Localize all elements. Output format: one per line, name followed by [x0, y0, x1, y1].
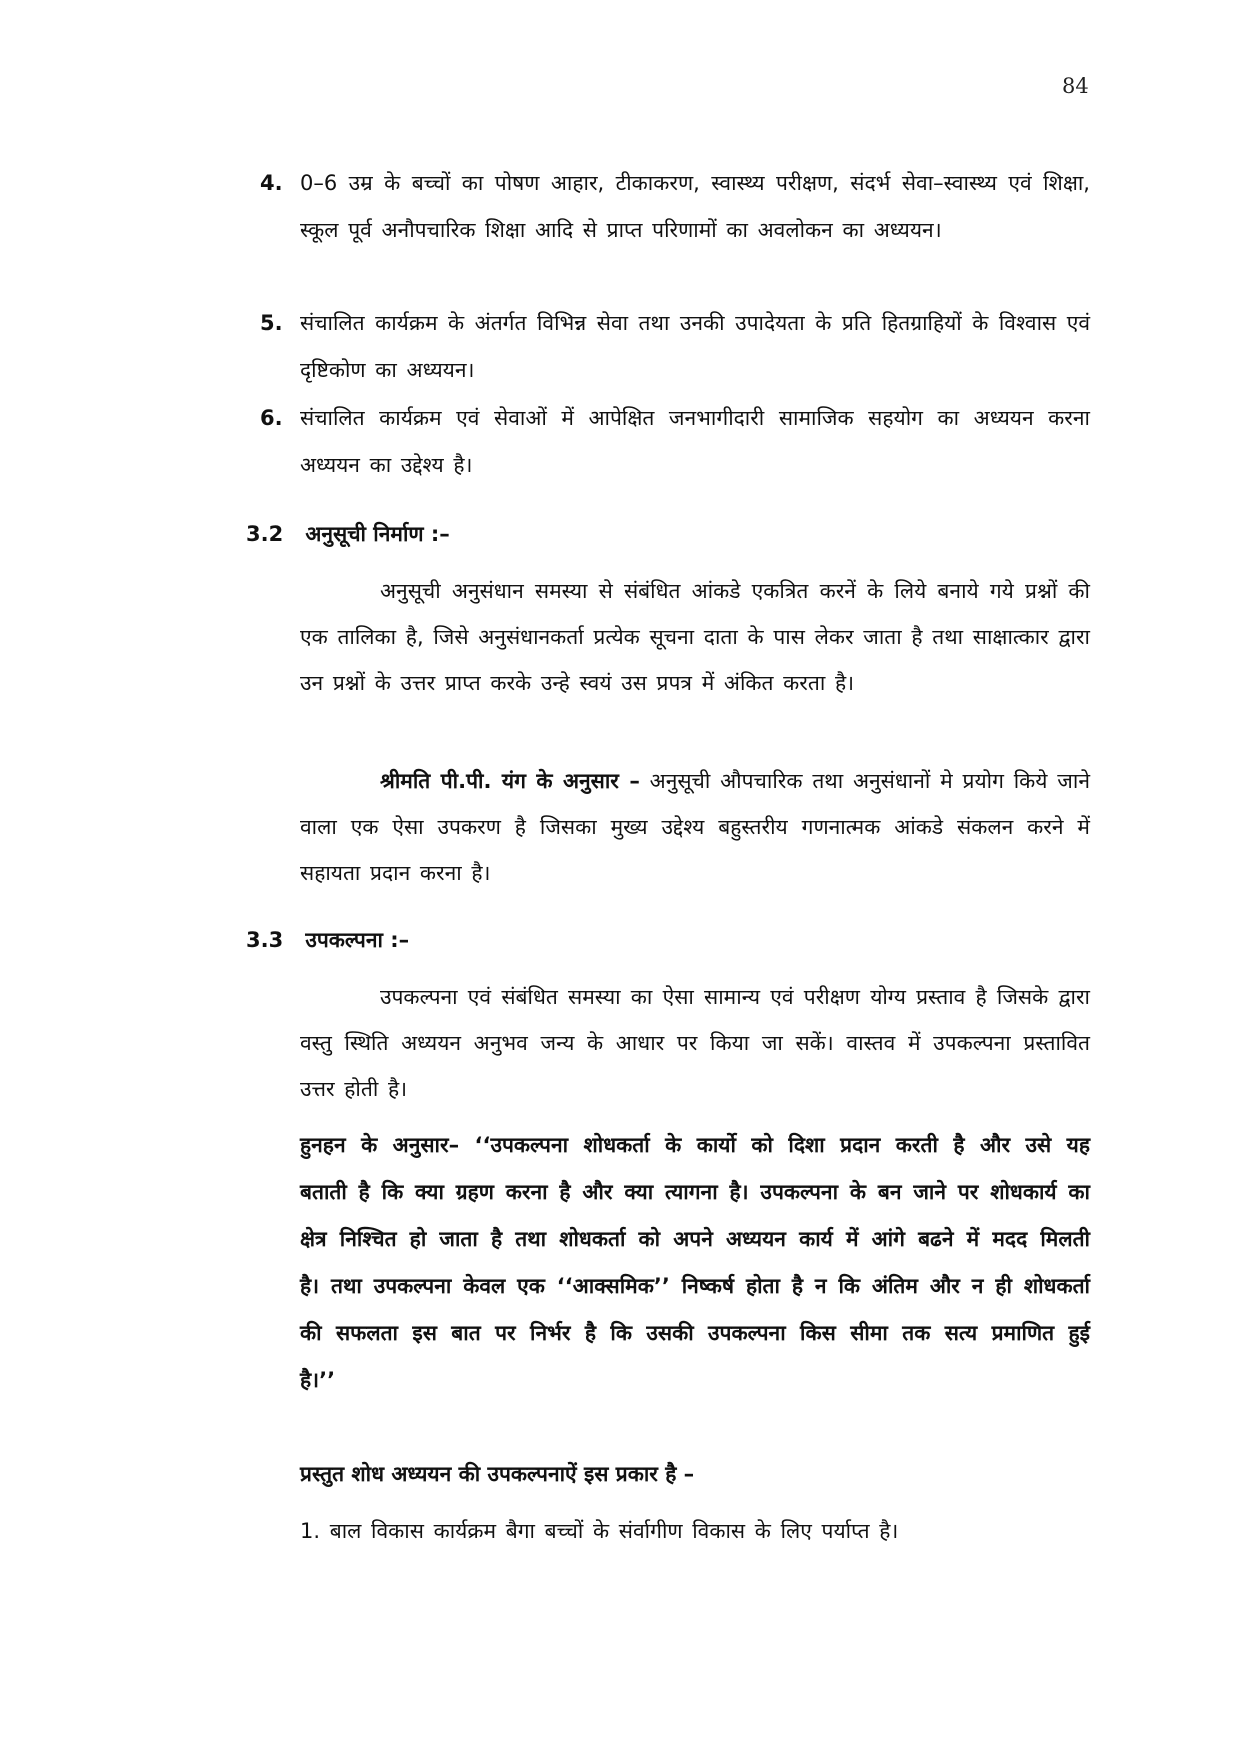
- item-text: संचालित कार्यक्रम एवं सेवाओं में आपेक्षित जनभागीदारी सामाजिक सहयोग का अध्ययन करना अध्ययन का उद्देश्य है।: [300, 406, 1090, 477]
- item-text: 0–6 उम्र के बच्चों का पोषण आहार, टीकाकरण, स्वास्थ्य परीक्षण, संदर्भ सेवा–स्वास्थ्य एवं शिक्षा, स्कूल पूर्व अनौपचारिक शिक्षा आदि से प्राप्त परिणामों का अवलोकन का अध्ययन।: [300, 171, 1090, 242]
- item-number: 5.: [260, 311, 283, 335]
- hypotheses-heading: प्रस्तुत शोध अध्ययन की उपकल्पनाऐं इस प्रकार है –: [300, 1462, 695, 1486]
- objective-item-6: [260, 395, 1090, 489]
- hunhan-quote-paragraph: हुनहन के अनुसार– ‘‘उपकल्पना शोधकर्ता के कार्यो को दिशा प्रदान करती है और उसे यह बताती है कि क्या ग्रहण करना है और क्या त्यागना है। उपकल्पना के बन जाने पर शोधकार्य का क्षेत्र निश्चित हो जाता है तथा शोधकर्ता को अपने अध्ययन कार्य में आंगे बढने में मदद मिलती है। तथा उपकल्पना केवल एक ‘‘आक्समिक’’ निष्कर्ष होता है न कि अंतिम और न ही शोधकर्ता की सफलता इस बात पर निर्भर है कि उसकी उपकल्पना किस सीमा तक सत्य प्रमाणित हुई है।’’: [300, 1133, 1090, 1392]
- section-number: 3.2: [246, 522, 284, 546]
- citation-lead: श्रीमति पी.पी. यंग के अनुसार –: [380, 769, 640, 793]
- section-heading-3-3: [246, 926, 409, 954]
- section-title: उपकल्पना :–: [305, 928, 410, 952]
- objective-item-4: [260, 160, 1090, 254]
- item-number: 4.: [260, 171, 283, 195]
- section-title: अनुसूची निर्माण :–: [305, 522, 450, 546]
- item-text: संचालित कार्यक्रम के अंतर्गत विभिन्न सेवा तथा उनकी उपादेयता के प्रति हितग्राहियों के विश्वास एवं दृष्टिकोण का अध्ययन।: [300, 311, 1090, 382]
- paragraph-text: उपकल्पना एवं संबंधित समस्या का ऐसा सामान्य एवं परीक्षण योग्य प्रस्ताव है जिसके द्वारा वस्तु स्थिति अध्ययन अनुभव जन्य के आधार पर किया जा सकें। वास्तव में उपकल्पना प्रस्तावित उत्तर होती है।: [300, 985, 1090, 1101]
- section-heading-3-2: [246, 520, 450, 548]
- hypothesis-definition-paragraph: [300, 974, 1090, 1112]
- hypothesis-item-1: 1. बाल विकास कार्यक्रम बैगा बच्चों के संर्वागीण विकास के लिए पर्याप्त है।: [300, 1519, 899, 1543]
- objective-item-5: [260, 300, 1090, 394]
- schedule-definition-paragraph: [300, 568, 1090, 706]
- page-number: 84: [1062, 74, 1089, 98]
- young-quote-paragraph: [300, 758, 1090, 896]
- paragraph-text: अनुसूची अनुसंधान समस्या से संबंधित आंकडे एकत्रित करनें के लिये बनाये गये प्रश्नों की एक तालिका है, जिसे अनुसंधानकर्ता प्रत्येक सूचना दाता के पास लेकर जाता है तथा साक्षात्कार द्वारा उन प्रश्नों के उत्तर प्राप्त करके उन्हे स्वयं उस प्रपत्र में अंकित करता है।: [300, 579, 1090, 695]
- paragraph-text: अनुसूची औपचारिक तथा अनुसंधानों मे प्रयोग किये जाने वाला एक ऐसा उपकरण है जिसका मुख्य उद्देश्य बहुस्तरीय गणनात्मक आंकडे संकलन करने में सहायता प्रदान करना है।: [300, 769, 1090, 885]
- item-number: 6.: [260, 406, 283, 430]
- section-number: 3.3: [246, 928, 284, 952]
